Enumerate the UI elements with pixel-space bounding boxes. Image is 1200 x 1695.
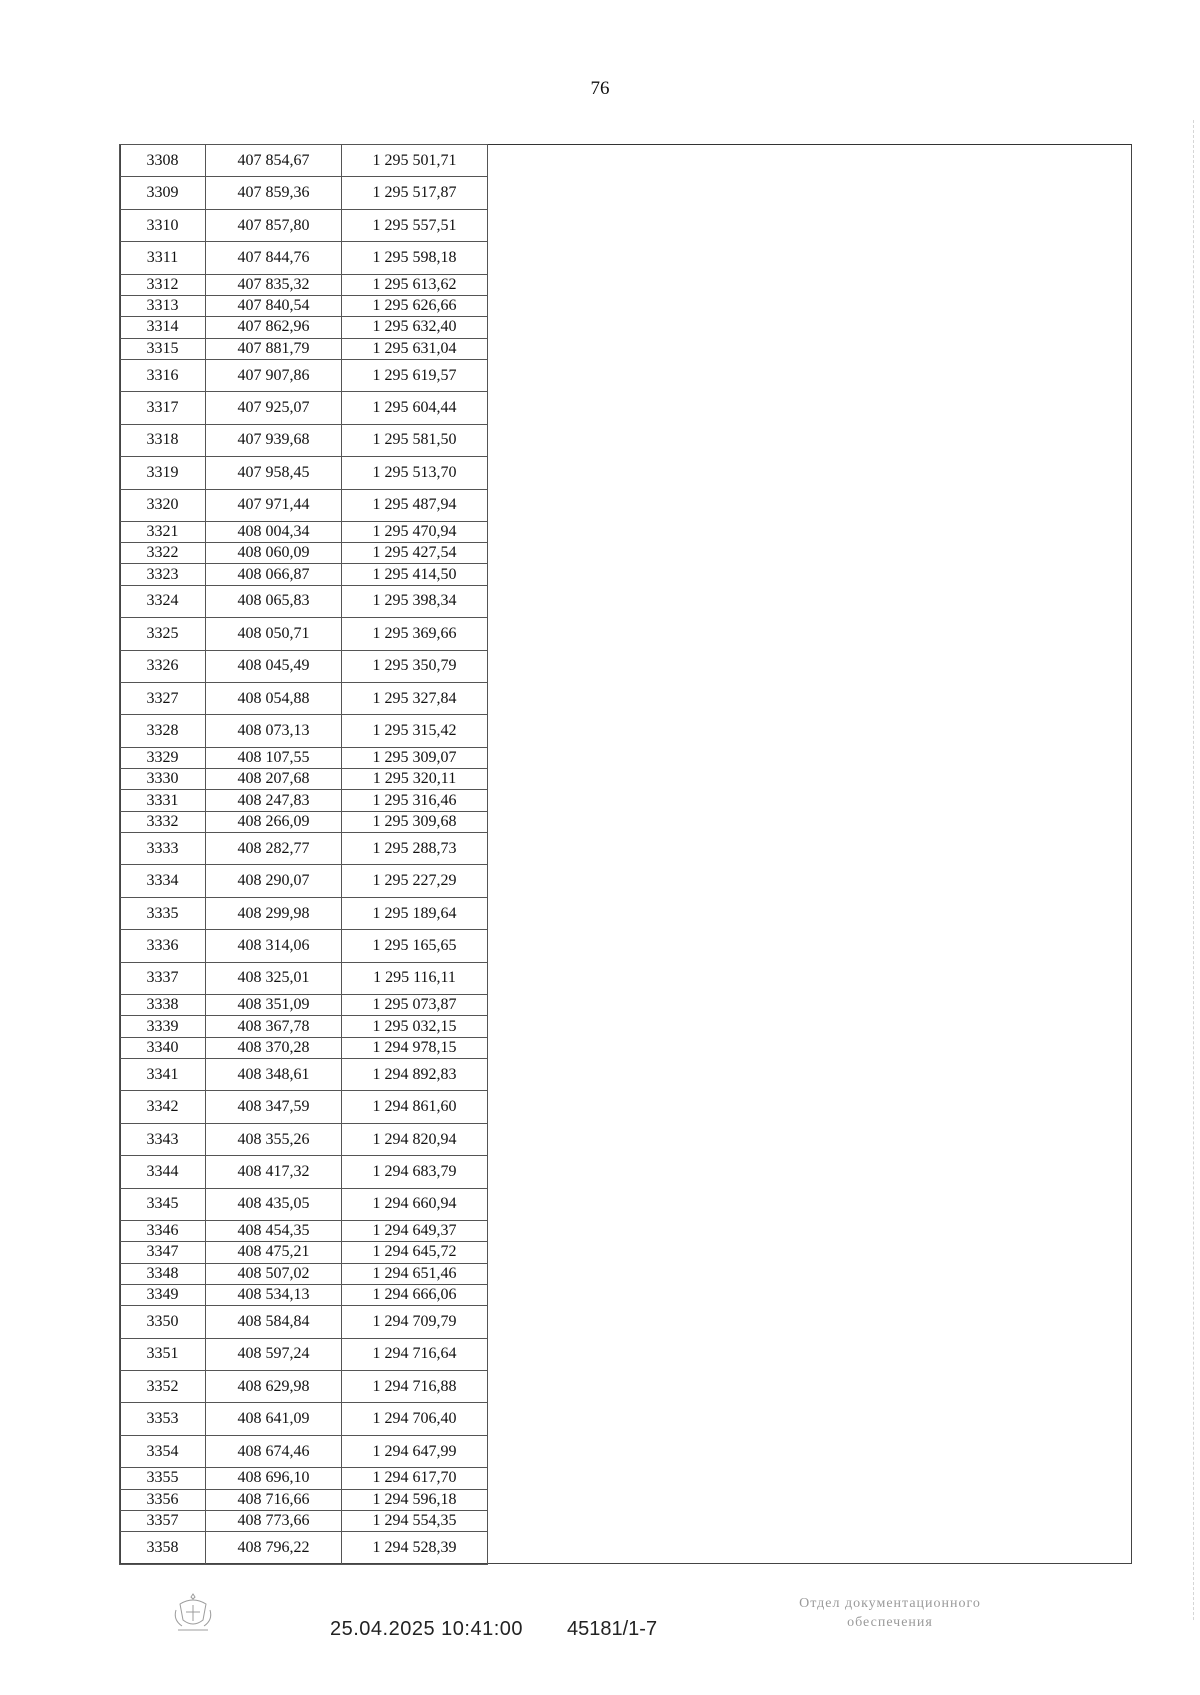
- x-coordinate-cell: 408 054,88: [206, 683, 342, 715]
- table-row: [120, 1403, 488, 1435]
- y-coordinate-cell: 1 295 619,57: [342, 359, 488, 391]
- y-coordinate-cell: 1 295 309,68: [342, 811, 488, 832]
- x-coordinate-cell: 408 584,84: [206, 1306, 342, 1338]
- table-row: [120, 295, 488, 316]
- y-coordinate-cell: 1 295 327,84: [342, 683, 488, 715]
- point-number-cell: 3350: [120, 1306, 206, 1338]
- point-number-cell: 3314: [120, 317, 206, 338]
- table-row: [120, 1058, 488, 1090]
- x-coordinate-cell: 408 045,49: [206, 650, 342, 682]
- table-row: [120, 1284, 488, 1305]
- table-row: [120, 424, 488, 456]
- table-row: [120, 790, 488, 811]
- table-row: [120, 1221, 488, 1242]
- point-number-cell: 3330: [120, 769, 206, 790]
- point-number-cell: 3342: [120, 1091, 206, 1123]
- x-coordinate-cell: 408 266,09: [206, 811, 342, 832]
- point-number-cell: 3316: [120, 359, 206, 391]
- table-row: [120, 359, 488, 391]
- y-coordinate-cell: 1 295 227,29: [342, 865, 488, 897]
- x-coordinate-cell: 408 435,05: [206, 1188, 342, 1220]
- table-row: [120, 209, 488, 241]
- point-number-cell: 3343: [120, 1123, 206, 1155]
- y-coordinate-cell: 1 294 709,79: [342, 1306, 488, 1338]
- point-number-cell: 3344: [120, 1156, 206, 1188]
- x-coordinate-cell: 407 854,67: [206, 145, 342, 177]
- table-row: [120, 865, 488, 897]
- table-row: [120, 769, 488, 790]
- point-number-cell: 3337: [120, 962, 206, 994]
- x-coordinate-cell: 408 507,02: [206, 1263, 342, 1284]
- x-coordinate-cell: 408 107,55: [206, 747, 342, 768]
- table-row: [120, 1435, 488, 1467]
- point-number-cell: 3339: [120, 1016, 206, 1037]
- x-coordinate-cell: 407 835,32: [206, 274, 342, 295]
- table-row: [120, 930, 488, 962]
- point-number-cell: 3354: [120, 1435, 206, 1467]
- y-coordinate-cell: 1 294 683,79: [342, 1156, 488, 1188]
- y-coordinate-cell: 1 294 716,88: [342, 1371, 488, 1403]
- point-number-cell: 3347: [120, 1242, 206, 1263]
- point-number-cell: 3338: [120, 995, 206, 1016]
- table-row: [120, 1242, 488, 1263]
- y-coordinate-cell: 1 295 631,04: [342, 338, 488, 359]
- point-number-cell: 3352: [120, 1371, 206, 1403]
- x-coordinate-cell: 408 534,13: [206, 1284, 342, 1305]
- point-number-cell: 3326: [120, 650, 206, 682]
- point-number-cell: 3317: [120, 392, 206, 424]
- table-row: [120, 1156, 488, 1188]
- y-coordinate-cell: 1 295 189,64: [342, 897, 488, 929]
- y-coordinate-cell: 1 294 892,83: [342, 1058, 488, 1090]
- point-number-cell: 3325: [120, 618, 206, 650]
- y-coordinate-cell: 1 294 617,70: [342, 1468, 488, 1489]
- point-number-cell: 3357: [120, 1510, 206, 1531]
- y-coordinate-cell: 1 295 470,94: [342, 521, 488, 542]
- table-row: [120, 392, 488, 424]
- table-row: [120, 1371, 488, 1403]
- table-row: [120, 897, 488, 929]
- y-coordinate-cell: 1 294 861,60: [342, 1091, 488, 1123]
- x-coordinate-cell: 408 351,09: [206, 995, 342, 1016]
- table-row: [120, 811, 488, 832]
- x-coordinate-cell: 408 355,26: [206, 1123, 342, 1155]
- x-coordinate-cell: 408 696,10: [206, 1468, 342, 1489]
- table-row: [120, 1468, 488, 1489]
- point-number-cell: 3341: [120, 1058, 206, 1090]
- point-number-cell: 3319: [120, 457, 206, 489]
- y-coordinate-cell: 1 295 116,11: [342, 962, 488, 994]
- x-coordinate-cell: 408 367,78: [206, 1016, 342, 1037]
- point-number-cell: 3313: [120, 295, 206, 316]
- table-row: [120, 543, 488, 564]
- table-row: [120, 747, 488, 768]
- y-coordinate-cell: 1 295 632,40: [342, 317, 488, 338]
- x-coordinate-cell: 407 859,36: [206, 177, 342, 209]
- y-coordinate-cell: 1 294 554,35: [342, 1510, 488, 1531]
- footer-doc-number: 45181/1-7: [567, 1618, 658, 1640]
- coordinates-table: [119, 144, 488, 1565]
- table-row: [120, 564, 488, 585]
- table-row: [120, 145, 488, 177]
- x-coordinate-cell: 408 325,01: [206, 962, 342, 994]
- department-stamp: [740, 1594, 1040, 1632]
- y-coordinate-cell: 1 295 613,62: [342, 274, 488, 295]
- point-number-cell: 3328: [120, 715, 206, 747]
- table-row: [120, 457, 488, 489]
- y-coordinate-cell: 1 295 320,11: [342, 769, 488, 790]
- table-row: [120, 521, 488, 542]
- y-coordinate-cell: 1 295 517,87: [342, 177, 488, 209]
- table-row: [120, 1510, 488, 1531]
- point-number-cell: 3311: [120, 242, 206, 274]
- x-coordinate-cell: 407 907,86: [206, 359, 342, 391]
- y-coordinate-cell: 1 294 666,06: [342, 1284, 488, 1305]
- point-number-cell: 3321: [120, 521, 206, 542]
- point-number-cell: 3324: [120, 585, 206, 617]
- table-row: [120, 618, 488, 650]
- y-coordinate-cell: 1 295 414,50: [342, 564, 488, 585]
- point-number-cell: 3322: [120, 543, 206, 564]
- y-coordinate-cell: 1 295 557,51: [342, 209, 488, 241]
- x-coordinate-cell: 408 314,06: [206, 930, 342, 962]
- x-coordinate-cell: 408 597,24: [206, 1338, 342, 1370]
- y-coordinate-cell: 1 294 647,99: [342, 1435, 488, 1467]
- table-row: [120, 833, 488, 865]
- point-number-cell: 3312: [120, 274, 206, 295]
- x-coordinate-cell: 408 066,87: [206, 564, 342, 585]
- x-coordinate-cell: 407 844,76: [206, 242, 342, 274]
- y-coordinate-cell: 1 295 513,70: [342, 457, 488, 489]
- point-number-cell: 3310: [120, 209, 206, 241]
- point-number-cell: 3353: [120, 1403, 206, 1435]
- table-row: [120, 1532, 488, 1565]
- table-row: [120, 1306, 488, 1338]
- x-coordinate-cell: 408 641,09: [206, 1403, 342, 1435]
- x-coordinate-cell: 408 282,77: [206, 833, 342, 865]
- x-coordinate-cell: 408 716,66: [206, 1489, 342, 1510]
- table-row: [120, 1016, 488, 1037]
- table-row: [120, 1263, 488, 1284]
- point-number-cell: 3345: [120, 1188, 206, 1220]
- y-coordinate-cell: 1 294 820,94: [342, 1123, 488, 1155]
- table-row: [120, 1091, 488, 1123]
- x-coordinate-cell: 408 475,21: [206, 1242, 342, 1263]
- table-row: [120, 683, 488, 715]
- point-number-cell: 3308: [120, 145, 206, 177]
- stamp-line-2: обеспечения: [847, 1615, 933, 1630]
- y-coordinate-cell: 1 295 288,73: [342, 833, 488, 865]
- table-row: [120, 274, 488, 295]
- x-coordinate-cell: 408 347,59: [206, 1091, 342, 1123]
- point-number-cell: 3329: [120, 747, 206, 768]
- y-coordinate-cell: 1 295 598,18: [342, 242, 488, 274]
- point-number-cell: 3335: [120, 897, 206, 929]
- x-coordinate-cell: 408 674,46: [206, 1435, 342, 1467]
- y-coordinate-cell: 1 294 660,94: [342, 1188, 488, 1220]
- y-coordinate-cell: 1 295 501,71: [342, 145, 488, 177]
- x-coordinate-cell: 407 958,45: [206, 457, 342, 489]
- y-coordinate-cell: 1 295 315,42: [342, 715, 488, 747]
- x-coordinate-cell: 408 629,98: [206, 1371, 342, 1403]
- x-coordinate-cell: 408 370,28: [206, 1037, 342, 1058]
- x-coordinate-cell: 408 796,22: [206, 1532, 342, 1565]
- point-number-cell: 3356: [120, 1489, 206, 1510]
- y-coordinate-cell: 1 295 032,15: [342, 1016, 488, 1037]
- point-number-cell: 3355: [120, 1468, 206, 1489]
- x-coordinate-cell: 407 925,07: [206, 392, 342, 424]
- y-coordinate-cell: 1 295 487,94: [342, 489, 488, 521]
- table-row: [120, 650, 488, 682]
- y-coordinate-cell: 1 295 316,46: [342, 790, 488, 811]
- y-coordinate-cell: 1 294 528,39: [342, 1532, 488, 1565]
- page-number: 76: [590, 78, 610, 99]
- point-number-cell: 3318: [120, 424, 206, 456]
- table-row: [120, 1037, 488, 1058]
- x-coordinate-cell: 408 417,32: [206, 1156, 342, 1188]
- point-number-cell: 3331: [120, 790, 206, 811]
- x-coordinate-cell: 408 050,71: [206, 618, 342, 650]
- table-row: [120, 1489, 488, 1510]
- y-coordinate-cell: 1 294 716,64: [342, 1338, 488, 1370]
- x-coordinate-cell: 408 060,09: [206, 543, 342, 564]
- coat-of-arms-icon: [170, 1590, 216, 1634]
- point-number-cell: 3320: [120, 489, 206, 521]
- x-coordinate-cell: 408 073,13: [206, 715, 342, 747]
- point-number-cell: 3327: [120, 683, 206, 715]
- x-coordinate-cell: 407 881,79: [206, 338, 342, 359]
- x-coordinate-cell: 408 290,07: [206, 865, 342, 897]
- point-number-cell: 3348: [120, 1263, 206, 1284]
- y-coordinate-cell: 1 295 581,50: [342, 424, 488, 456]
- x-coordinate-cell: 407 857,80: [206, 209, 342, 241]
- point-number-cell: 3349: [120, 1284, 206, 1305]
- table-row: [120, 1123, 488, 1155]
- point-number-cell: 3333: [120, 833, 206, 865]
- table-row: [120, 1338, 488, 1370]
- x-coordinate-cell: 408 207,68: [206, 769, 342, 790]
- point-number-cell: 3346: [120, 1221, 206, 1242]
- x-coordinate-cell: 407 939,68: [206, 424, 342, 456]
- x-coordinate-cell: 408 004,34: [206, 521, 342, 542]
- table-row: [120, 317, 488, 338]
- y-coordinate-cell: 1 295 073,87: [342, 995, 488, 1016]
- table-row: [120, 338, 488, 359]
- y-coordinate-cell: 1 294 645,72: [342, 1242, 488, 1263]
- point-number-cell: 3323: [120, 564, 206, 585]
- table-row: [120, 962, 488, 994]
- x-coordinate-cell: 408 065,83: [206, 585, 342, 617]
- y-coordinate-cell: 1 295 626,66: [342, 295, 488, 316]
- point-number-cell: 3309: [120, 177, 206, 209]
- x-coordinate-cell: 408 299,98: [206, 897, 342, 929]
- point-number-cell: 3340: [120, 1037, 206, 1058]
- y-coordinate-cell: 1 295 165,65: [342, 930, 488, 962]
- scan-edge-marks: [1189, 120, 1194, 1620]
- y-coordinate-cell: 1 295 369,66: [342, 618, 488, 650]
- point-number-cell: 3336: [120, 930, 206, 962]
- y-coordinate-cell: 1 295 350,79: [342, 650, 488, 682]
- x-coordinate-cell: 407 862,96: [206, 317, 342, 338]
- y-coordinate-cell: 1 295 398,34: [342, 585, 488, 617]
- point-number-cell: 3351: [120, 1338, 206, 1370]
- point-number-cell: 3334: [120, 865, 206, 897]
- y-coordinate-cell: 1 294 706,40: [342, 1403, 488, 1435]
- y-coordinate-cell: 1 294 978,15: [342, 1037, 488, 1058]
- point-number-cell: 3358: [120, 1532, 206, 1565]
- table-row: [120, 1188, 488, 1220]
- x-coordinate-cell: 408 247,83: [206, 790, 342, 811]
- table-row: [120, 177, 488, 209]
- y-coordinate-cell: 1 294 651,46: [342, 1263, 488, 1284]
- table-row: [120, 995, 488, 1016]
- point-number-cell: 3315: [120, 338, 206, 359]
- table-row: [120, 242, 488, 274]
- y-coordinate-cell: 1 294 596,18: [342, 1489, 488, 1510]
- y-coordinate-cell: 1 295 309,07: [342, 747, 488, 768]
- x-coordinate-cell: 408 773,66: [206, 1510, 342, 1531]
- stamp-line-1: Отдел документационного: [799, 1596, 981, 1611]
- x-coordinate-cell: 408 454,35: [206, 1221, 342, 1242]
- x-coordinate-cell: 408 348,61: [206, 1058, 342, 1090]
- table-row: [120, 715, 488, 747]
- y-coordinate-cell: 1 295 427,54: [342, 543, 488, 564]
- x-coordinate-cell: 407 971,44: [206, 489, 342, 521]
- table-row: [120, 585, 488, 617]
- y-coordinate-cell: 1 294 649,37: [342, 1221, 488, 1242]
- point-number-cell: 3332: [120, 811, 206, 832]
- y-coordinate-cell: 1 295 604,44: [342, 392, 488, 424]
- x-coordinate-cell: 407 840,54: [206, 295, 342, 316]
- footer-datetime: 25.04.2025 10:41:00: [330, 1618, 524, 1640]
- table-row: [120, 489, 488, 521]
